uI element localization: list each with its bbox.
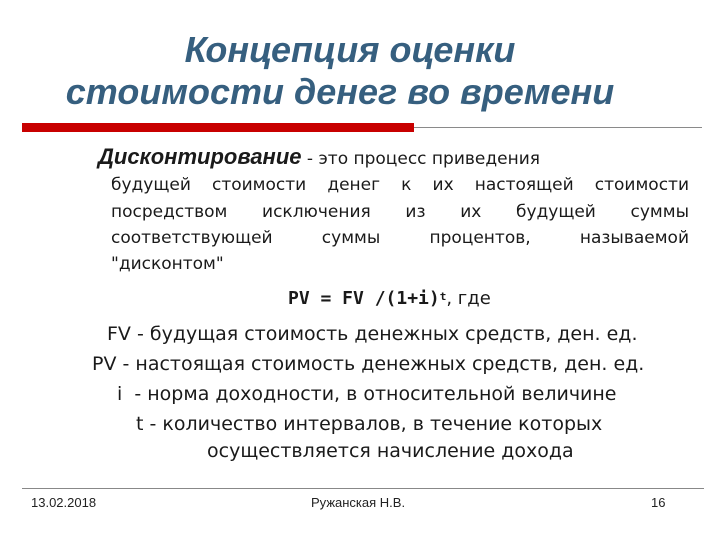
- title-underline-accent-bar: [22, 123, 414, 132]
- formula-tail: , где: [446, 288, 491, 309]
- footer-divider: [22, 488, 704, 489]
- definition-first-line: [98, 144, 540, 172]
- title-underline-divider: [414, 127, 702, 128]
- slide-title-line-2: стоимости денег во времени: [65, 71, 615, 112]
- formula-exponent: t: [439, 290, 447, 303]
- definition-line-2: будущей стоимости денег к их настоящей стоимости: [111, 175, 689, 195]
- variable-fv-description: FV - будущая стоимость денежных средств, ден. ед.: [107, 323, 638, 345]
- definition-first-line-text: - это процесс приведения: [301, 149, 540, 169]
- variable-pv-description: PV - настоящая стоимость денежных средств, ден. ед.: [92, 353, 645, 375]
- variable-i-description: i - норма доходности, в относительной величине: [117, 383, 617, 405]
- definition-line-5: "дисконтом": [111, 254, 224, 274]
- variable-t-description: t - количество интервалов, в течение которых: [136, 413, 603, 435]
- definition-line-3: посредством исключения из их будущей суммы: [111, 202, 689, 222]
- slide-title-line-1: Концепция оценки: [184, 29, 516, 70]
- footer-author: Ружанская Н.В.: [311, 495, 406, 510]
- footer-page-number: 16: [651, 495, 666, 510]
- formula-main: PV = FV /(1+i): [288, 288, 440, 309]
- definition-line-4: соответствующей суммы процентов, называемой: [111, 228, 689, 248]
- definition-term: Дисконтирование: [98, 144, 302, 169]
- discount-formula: [288, 286, 491, 312]
- footer-date: 13.02.2018: [31, 495, 97, 510]
- variable-t-description-continued: осуществляется начисление дохода: [207, 440, 574, 462]
